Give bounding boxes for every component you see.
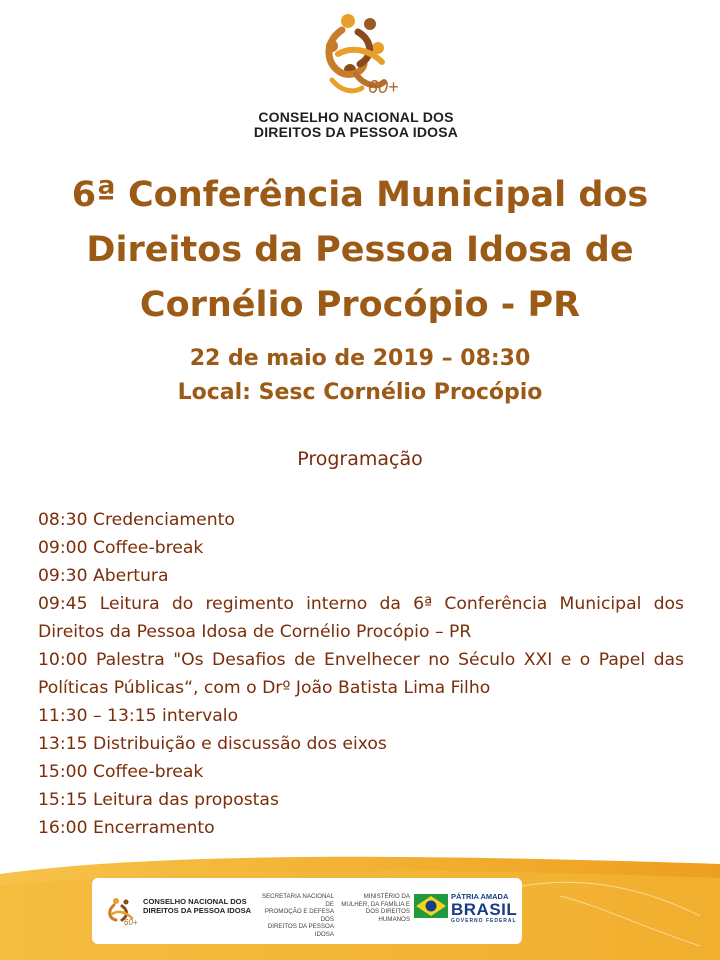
footer-secretaria-line-2: PROMOÇÃO E DEFESA DOS bbox=[264, 908, 334, 923]
title-line-1: 6ª Conferência Municipal dos bbox=[71, 175, 649, 215]
agenda-item: 10:00 Palestra "Os Desafios de Envelhecer no Século XXI e o Papel das Políticas Públicas“, com o Drº João Batista Lima Filho bbox=[38, 650, 684, 698]
footer-council-line-1: CONSELHO NACIONAL DOS bbox=[143, 897, 247, 906]
footer-secretaria-line-3: DIREITOS DA PESSOA IDOSA bbox=[267, 923, 334, 938]
agenda-item: 15:00 Coffee-break bbox=[38, 762, 204, 782]
agenda-item: 13:15 Distribuição e discussão dos eixos bbox=[38, 734, 387, 754]
agenda-item: 09:30 Abertura bbox=[38, 566, 169, 586]
title-line-2: Direitos da Pessoa Idosa de bbox=[86, 230, 634, 270]
footer-ministerio bbox=[336, 893, 410, 923]
council-name bbox=[0, 110, 712, 140]
footer-secretaria-line-1: SECRETARIA NACIONAL DE bbox=[261, 893, 334, 908]
event-location: Local: Sesc Cornélio Procópio bbox=[177, 380, 543, 405]
logo-badge-60-plus: 60+ bbox=[368, 77, 399, 97]
agenda-item: 09:00 Coffee-break bbox=[38, 538, 204, 558]
footer-badge-60-plus: 60+ bbox=[124, 918, 138, 927]
footer-secretaria bbox=[254, 893, 334, 938]
council-name-line-1: CONSELHO NACIONAL DOS bbox=[258, 109, 454, 125]
patria-amada-brasil-logo bbox=[451, 893, 517, 924]
council-name-line-2: DIREITOS DA PESSOA IDOSA bbox=[253, 124, 459, 140]
footer-council-name bbox=[143, 897, 251, 915]
page-title bbox=[0, 168, 720, 333]
agenda-item: 15:15 Leitura das propostas bbox=[38, 790, 279, 810]
agenda-item: 08:30 Credenciamento bbox=[38, 510, 235, 530]
footer-council-line-2: DIREITOS DA PESSOA IDOSA bbox=[143, 906, 252, 915]
agenda-item: 11:30 – 13:15 intervalo bbox=[38, 706, 239, 726]
agenda-item: 09:45 Leitura do regimento interno da 6ª Conferência Municipal dos Direitos da Pessoa Idosa de Cornélio Procópio – PR bbox=[38, 594, 684, 642]
footer-ministerio-line-1: MINISTÉRIO DA bbox=[363, 893, 410, 900]
brasil-text: BRASIL bbox=[451, 900, 518, 919]
footer-ministerio-line-3: DOS DIREITOS HUMANOS bbox=[365, 908, 410, 923]
event-details bbox=[0, 342, 720, 410]
governo-federal-text: GOVERNO FEDERAL bbox=[451, 918, 517, 924]
title-line-3: Cornélio Procópio - PR bbox=[139, 285, 581, 325]
agenda-item: 16:00 Encerramento bbox=[38, 818, 215, 838]
agenda-list bbox=[38, 506, 684, 842]
brazil-flag-icon bbox=[414, 894, 448, 918]
program-heading: Programação bbox=[297, 448, 423, 470]
event-date-time: 22 de maio de 2019 – 08:30 bbox=[189, 346, 531, 371]
footer-ministerio-line-2: MULHER, DA FAMÍLIA E bbox=[341, 900, 410, 908]
header-logo bbox=[0, 6, 720, 140]
patria-amada-text: PÁTRIA AMADA bbox=[451, 892, 509, 901]
